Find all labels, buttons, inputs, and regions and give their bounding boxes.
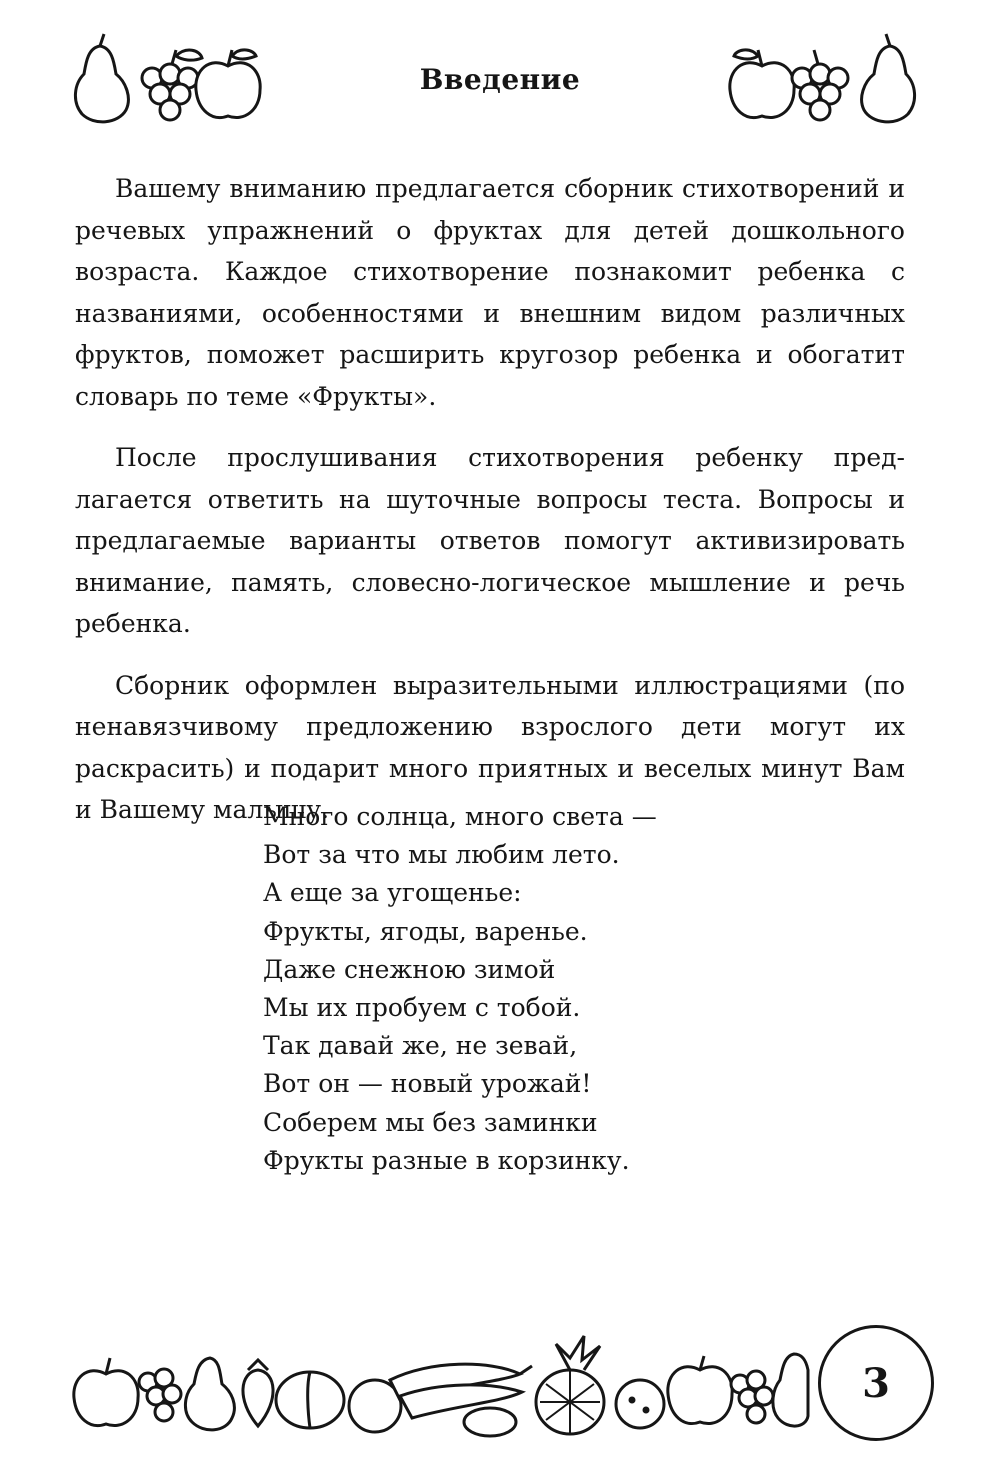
poem-line: Фрукты, ягоды, варенье. bbox=[263, 916, 588, 946]
poem-line: Вот за что мы любим лето. bbox=[263, 840, 620, 870]
fruit-cluster-icon bbox=[60, 28, 270, 128]
fruit-border-icon bbox=[70, 1330, 810, 1440]
page-footer bbox=[0, 1300, 1000, 1460]
poem-line: Даже снежною зимой bbox=[263, 954, 556, 984]
fruit-cluster-icon bbox=[720, 28, 930, 128]
poem-line: Вот он — новый урожай! bbox=[263, 1069, 592, 1099]
page-title: Введение bbox=[419, 63, 581, 96]
poem-line: Мы их пробуем с тобой. bbox=[263, 993, 581, 1023]
poem-line: Фрукты разные в корзинку. bbox=[263, 1145, 630, 1175]
poem bbox=[263, 798, 863, 1180]
poem-line: А еще за угощенье: bbox=[263, 878, 522, 908]
paragraph: После прослушивания стихотворения ребенку предлагается ответить на шуточные вопросы теста. Вопросы и предлагаемые варианты ответов помогут активизировать внимание, память, словесно-логическое мышление и речь ребенка. bbox=[75, 443, 905, 638]
poem-line: Так давай же, не зевай, bbox=[263, 1031, 578, 1061]
page-number: 3 bbox=[818, 1325, 934, 1441]
paragraph: Сборник оформлен выразительными иллюстрациями (по ненавязчивому предложению взрослого дети могут их раскрасить) и подарит много приятных и веселых минут Вам и Вашему малышу. bbox=[75, 670, 905, 824]
poem-line: Много солнца, много света — bbox=[263, 802, 657, 831]
intro-text bbox=[75, 168, 905, 851]
page-header bbox=[0, 28, 1000, 128]
poem-line: Соберем мы без заминки bbox=[263, 1107, 598, 1137]
paragraph: Вашему вниманию предлагается сборник стихотворений и речевых упражнений о фруктах для детей дошкольного возраста. Каждое стихотворение познакомит ребенка с названиями, особенностями и внешним видом различных фруктов, поможет расширить кругозор ребенка и обогатит словарь по теме «Фрукты». bbox=[75, 174, 905, 411]
